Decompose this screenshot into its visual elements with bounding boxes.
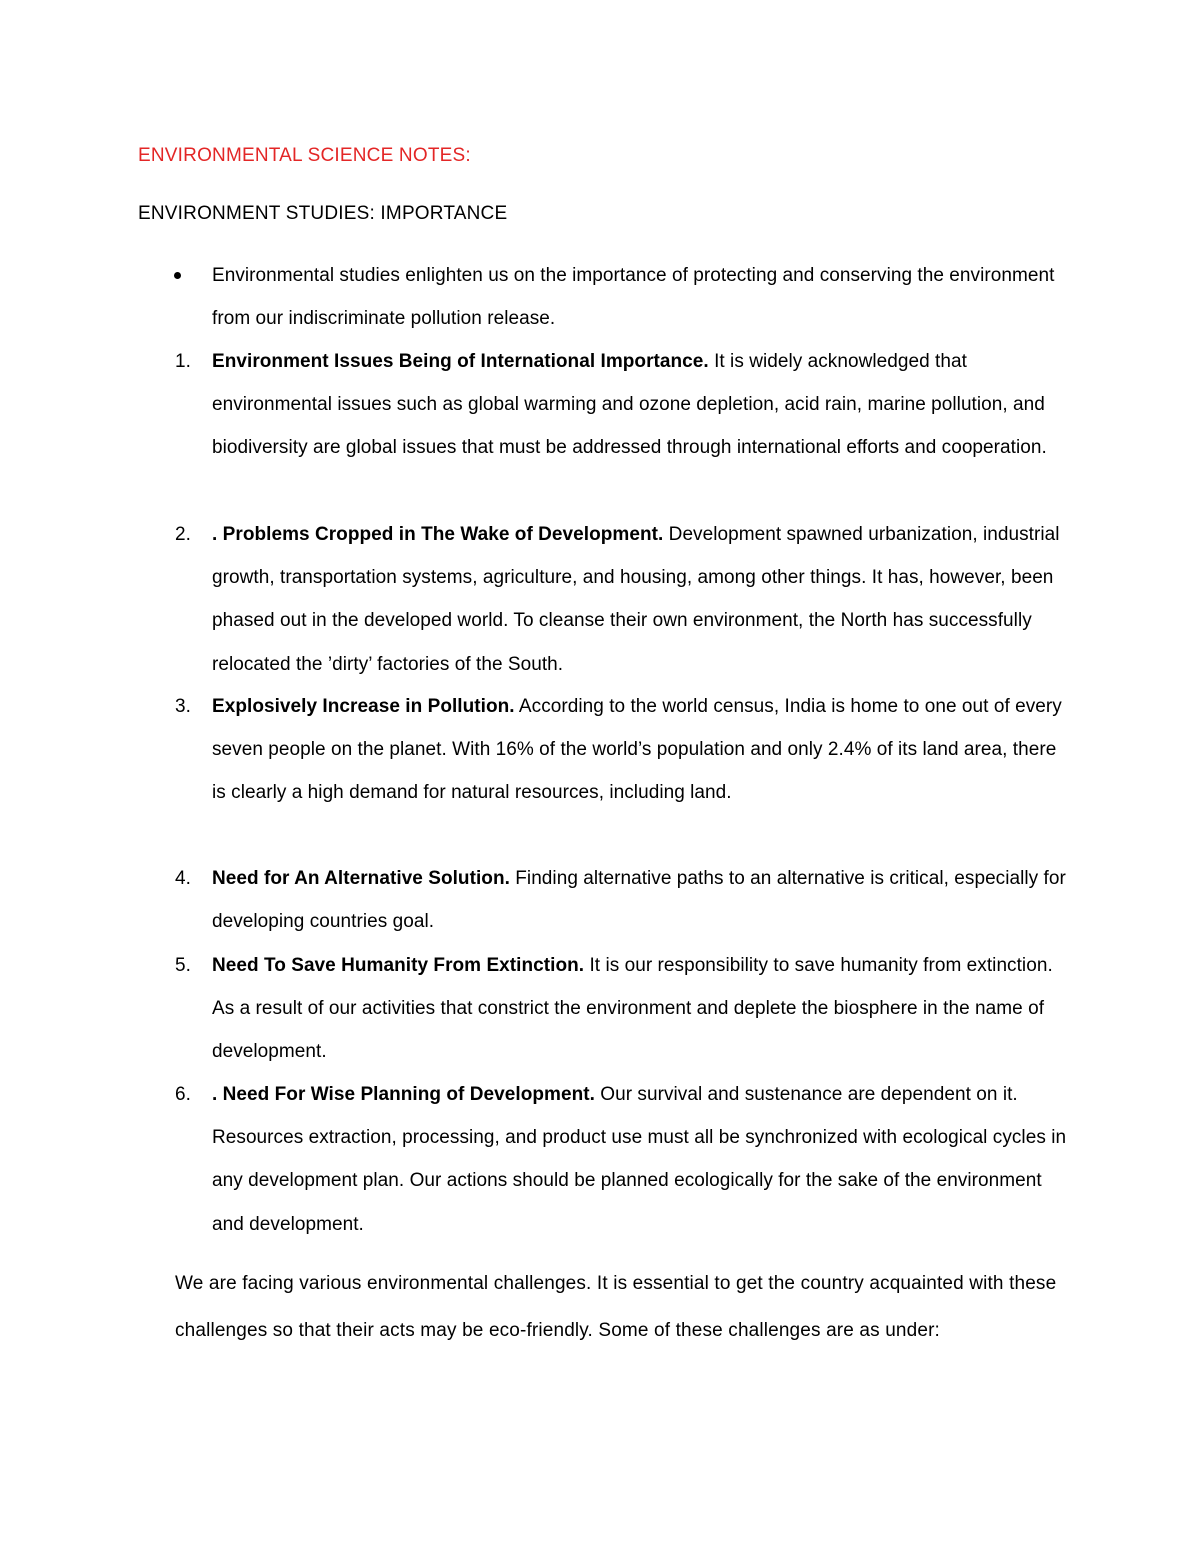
list-item-body: It is widely acknowledged that environmental issues such as global warming and ozone depletion, acid rain, marine pollution, and biodiversity are global issues that must be addressed through international efforts and cooperation.	[212, 351, 1047, 459]
list-item-heading: . Need For Wise Planning of Development.	[212, 1084, 595, 1105]
list-item-body: According to the world census, India is home to one out of every seven people on the planet. With 16% of the world’s population and only 2.4% of its land area, there is clearly a high demand for natural resources, including land.	[212, 696, 1062, 804]
list-item-text	[212, 857, 1072, 943]
document-title: ENVIRONMENTAL SCIENCE NOTES:	[138, 145, 471, 166]
list-number: 3.	[175, 696, 191, 717]
list-item-text	[212, 340, 1072, 470]
list-number: 5.	[175, 955, 191, 976]
list-item-body: Development spawned urbanization, industrial growth, transportation systems, agriculture, and housing, among other things. It has, however, been phased out in the developed world. To cleanse their own environment, the North has successfully relocated the ’dirty’ factories of the South.	[212, 524, 1060, 675]
list-item-heading: Explosively Increase in Pollution.	[212, 696, 515, 717]
list-number: 4.	[175, 868, 191, 889]
list-item-body: Finding alternative paths to an alternative is critical, especially for developing countries goal.	[212, 868, 1066, 933]
list-item-text	[212, 944, 1072, 1074]
closing-paragraph: We are facing various environmental challenges. It is essential to get the country acquainted with these challenges so that their acts may be eco-friendly. Some of these challenges are as under:	[175, 1273, 1057, 1341]
list-item-body: It is our responsibility to save humanity from extinction. As a result of our activities that constrict the environment and deplete the biosphere in the name of development.	[212, 955, 1053, 1063]
section-heading: ENVIRONMENT STUDIES: IMPORTANCE	[138, 203, 508, 224]
list-item-heading: Need To Save Humanity From Extinction.	[212, 955, 585, 976]
list-number: 2.	[175, 524, 191, 545]
list-item-body: Our survival and sustenance are dependent on it. Resources extraction, processing, and product use must all be synchronized with ecological cycles in any development plan. Our actions should be planned ecologically for the sake of the environment and development.	[212, 1084, 1067, 1235]
list-item-text	[212, 685, 1072, 815]
list-number: 1.	[175, 351, 191, 372]
list-item-heading: Environment Issues Being of International Importance.	[212, 351, 709, 372]
bullet-dot-icon	[174, 272, 181, 279]
list-item-heading: Need for An Alternative Solution.	[212, 868, 510, 889]
list-item-heading: . Problems Cropped in The Wake of Development.	[212, 524, 664, 545]
list-item-text: Environmental studies enlighten us on the importance of protecting and conserving the environment from our indiscriminate pollution release.	[212, 265, 1055, 330]
list-item-text	[212, 1073, 1072, 1246]
list-number: 6.	[175, 1084, 191, 1105]
list-item-text	[212, 513, 1072, 686]
